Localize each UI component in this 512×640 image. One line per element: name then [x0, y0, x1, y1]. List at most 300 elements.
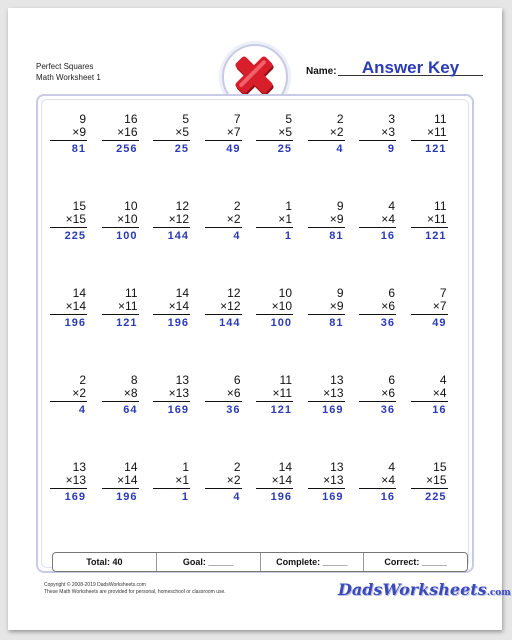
multiplier-row — [202, 474, 242, 487]
times-sign: × — [329, 299, 337, 313]
times-sign: × — [118, 299, 126, 313]
multiplicand: 11 — [434, 112, 447, 126]
times-sign: × — [323, 473, 331, 487]
problem-36 — [202, 461, 242, 548]
multiplicand: 11 — [434, 199, 447, 213]
problem-19 — [150, 287, 190, 374]
multiplier-row — [150, 126, 190, 139]
times-sign: × — [271, 473, 279, 487]
multiplier-row — [202, 387, 242, 400]
multiplier-row — [253, 387, 293, 400]
multiplier-row — [150, 474, 190, 487]
times-sign: × — [168, 386, 176, 400]
multiplier: 7 — [233, 125, 241, 139]
multiplicand: 10 — [278, 286, 292, 300]
multiplicand: 13 — [175, 373, 189, 387]
multiplicand: 6 — [388, 286, 395, 300]
answer: 36 — [226, 404, 241, 416]
multiplier-row — [408, 126, 448, 139]
title-line-2: Math Worksheet 1 — [36, 73, 101, 82]
times-sign: × — [65, 212, 73, 226]
multiplier-row — [408, 387, 448, 400]
times-sign: × — [117, 212, 125, 226]
multiplicand: 9 — [79, 112, 86, 126]
times-sign: × — [72, 125, 80, 139]
multiplicand: 14 — [124, 460, 138, 474]
answer: 256 — [116, 143, 138, 155]
times-sign: × — [432, 386, 440, 400]
multiplier: 13 — [175, 386, 189, 400]
problem-frame — [36, 94, 474, 573]
multiplier: 6 — [388, 386, 395, 400]
multiplicand: 5 — [285, 112, 292, 126]
problem-35 — [150, 461, 190, 548]
multiplier-row — [47, 126, 87, 139]
answer-rule — [205, 140, 242, 141]
multiplier: 4 — [439, 386, 447, 400]
times-sign: × — [117, 125, 125, 139]
answer-rule — [256, 140, 293, 141]
answer-rule — [50, 401, 87, 402]
multiplier-row — [202, 213, 242, 226]
answer: 81 — [329, 317, 344, 329]
answer: 49 — [432, 317, 447, 329]
answer: 121 — [116, 317, 138, 329]
answer-rule — [359, 488, 396, 489]
problem-28 — [202, 374, 242, 461]
copyright-line-2: These Math Worksheets are provided for personal, homeschool or classroom use. — [44, 589, 226, 595]
answer-rule — [359, 140, 396, 141]
multiplier-row — [253, 126, 293, 139]
multiplier-row — [408, 300, 448, 313]
multiplicand: 12 — [175, 199, 189, 213]
answer-rule — [50, 140, 87, 141]
times-sign: × — [329, 212, 337, 226]
multiplier-row — [47, 474, 87, 487]
multiplier-row — [150, 387, 190, 400]
multiplier: 5 — [285, 125, 292, 139]
multiplicand: 14 — [72, 286, 86, 300]
worksheet-page — [8, 8, 511, 630]
problem-39 — [356, 461, 396, 548]
multiplicand: 1 — [285, 199, 292, 213]
answer-rule — [50, 314, 87, 315]
problem-25 — [47, 374, 87, 461]
multiplicand: 9 — [336, 286, 344, 300]
multiplicand: 6 — [233, 373, 241, 387]
title-line-1: Perfect Squares — [36, 62, 94, 71]
problem-5 — [253, 113, 293, 200]
times-sign: × — [175, 125, 183, 139]
answer-rule — [308, 488, 345, 489]
answer: 36 — [380, 317, 395, 329]
multiplier: 8 — [130, 386, 138, 400]
answer: 4 — [78, 404, 86, 416]
problem-38 — [305, 461, 345, 548]
problem-40 — [408, 461, 448, 548]
problem-18 — [99, 287, 139, 374]
multiplicand: 5 — [182, 112, 189, 126]
multiplier-row — [356, 126, 396, 139]
multiplicand: 11 — [279, 373, 292, 387]
problem-12 — [202, 200, 242, 287]
multiplier: 9 — [336, 212, 344, 226]
answer: 36 — [380, 404, 395, 416]
problem-10 — [99, 200, 139, 287]
multiplier-row — [47, 213, 87, 226]
multiplicand: 1 — [182, 460, 189, 474]
answer-rule — [308, 401, 345, 402]
multiplicand: 8 — [130, 373, 138, 387]
problem-13 — [253, 200, 293, 287]
answer: 196 — [270, 491, 292, 503]
times-sign: × — [117, 473, 125, 487]
multiplicand: 2 — [233, 460, 241, 474]
answer: 100 — [270, 317, 292, 329]
answer-rule — [102, 488, 139, 489]
multiplier: 6 — [388, 299, 395, 313]
problem-16 — [408, 200, 448, 287]
answer: 144 — [167, 230, 189, 242]
multiplier-row — [356, 300, 396, 313]
multiplicand: 14 — [278, 460, 292, 474]
answer-rule — [359, 227, 396, 228]
multiplicand: 7 — [439, 286, 447, 300]
problem-31 — [356, 374, 396, 461]
multiplier: 13 — [330, 386, 344, 400]
times-sign: × — [72, 386, 80, 400]
multiplier: 10 — [278, 299, 292, 313]
answer-rule — [256, 314, 293, 315]
problem-6 — [305, 113, 345, 200]
multiplicand: 6 — [388, 373, 395, 387]
multiplier-row — [305, 300, 345, 313]
multiplicand: 13 — [330, 460, 344, 474]
multiplicand: 2 — [336, 112, 344, 126]
answer-rule — [411, 401, 448, 402]
multiplier: 4 — [388, 473, 395, 487]
multiplier: 13 — [330, 473, 344, 487]
multiplier: 11 — [434, 125, 447, 139]
answer: 16 — [380, 491, 395, 503]
answer-rule — [102, 227, 139, 228]
answer: 81 — [329, 230, 344, 242]
answer-rule — [205, 227, 242, 228]
times-sign: × — [168, 212, 176, 226]
copyright-line-1: Copyright © 2008-2019 DadsWorksheets.com — [44, 582, 146, 588]
problem-11 — [150, 200, 190, 287]
multiplicand: 13 — [330, 373, 344, 387]
multiplier-row — [305, 213, 345, 226]
multiplicand: 2 — [233, 199, 241, 213]
answer: 4 — [336, 143, 344, 155]
complete-cell: Complete: _____ — [261, 553, 365, 571]
brand-name: DadsWorksheets — [338, 580, 487, 599]
multiplier-row — [202, 126, 242, 139]
answer: 196 — [116, 491, 138, 503]
problem-8 — [408, 113, 448, 200]
multiplier-row — [99, 474, 139, 487]
multiplier-row — [150, 213, 190, 226]
multiplier: 1 — [285, 212, 292, 226]
problem-37 — [253, 461, 293, 548]
answer: 64 — [123, 404, 138, 416]
multiplicand: 10 — [124, 199, 138, 213]
answer: 100 — [116, 230, 138, 242]
name-field — [338, 58, 483, 76]
multiplier: 15 — [72, 212, 86, 226]
problem-9 — [47, 200, 87, 287]
multiplier: 14 — [278, 473, 292, 487]
answer: 1 — [284, 230, 292, 242]
answer: 121 — [270, 404, 292, 416]
multiplier: 5 — [182, 125, 189, 139]
multiplicand: 4 — [388, 199, 395, 213]
multiplier: 12 — [175, 212, 189, 226]
name-label: Name: — [306, 66, 337, 77]
problem-15 — [356, 200, 396, 287]
multiplier-row — [47, 387, 87, 400]
answer-rule — [308, 227, 345, 228]
problem-29 — [253, 374, 293, 461]
answer: 196 — [167, 317, 189, 329]
multiplier: 11 — [279, 386, 292, 400]
multiplicand: 7 — [233, 112, 241, 126]
answer: 25 — [174, 143, 189, 155]
problem-33 — [47, 461, 87, 548]
times-sign: × — [220, 299, 228, 313]
times-sign: × — [426, 473, 434, 487]
multiplier-row — [356, 474, 396, 487]
multiplier-row — [253, 213, 293, 226]
problem-24 — [408, 287, 448, 374]
multiplicand: 4 — [388, 460, 395, 474]
answer: 144 — [219, 317, 241, 329]
multiplier-row — [305, 387, 345, 400]
times-sign: × — [278, 212, 286, 226]
times-sign: × — [329, 125, 337, 139]
answer-rule — [102, 140, 139, 141]
multiplier: 9 — [336, 299, 344, 313]
answer: 225 — [425, 491, 447, 503]
answer-rule — [411, 140, 448, 141]
times-sign: × — [65, 473, 73, 487]
times-sign: × — [381, 386, 389, 400]
answer-rule — [50, 227, 87, 228]
multiplier: 9 — [79, 125, 86, 139]
brand-logo — [338, 580, 511, 599]
multiplier: 3 — [388, 125, 395, 139]
multiplier-row — [99, 300, 139, 313]
answer-rule — [205, 314, 242, 315]
multiplier-row — [253, 300, 293, 313]
problem-27 — [150, 374, 190, 461]
multiplicand: 9 — [336, 199, 344, 213]
problem-20 — [202, 287, 242, 374]
answer-rule — [153, 488, 190, 489]
answer: 121 — [425, 143, 447, 155]
multiplier: 13 — [72, 473, 86, 487]
problem-32 — [408, 374, 448, 461]
problem-30 — [305, 374, 345, 461]
problem-14 — [305, 200, 345, 287]
answer-rule — [359, 314, 396, 315]
multiplier: 14 — [124, 473, 138, 487]
answer: 16 — [380, 230, 395, 242]
multiplicand: 14 — [175, 286, 189, 300]
answer-key-text: Answer Key — [361, 58, 460, 77]
multiplicand: 16 — [124, 112, 138, 126]
multiplicand: 4 — [439, 373, 447, 387]
multiplier-row — [356, 213, 396, 226]
multiplier: 4 — [388, 212, 395, 226]
answer-rule — [308, 314, 345, 315]
answer-rule — [411, 488, 448, 489]
copyright-notice — [44, 582, 226, 596]
answer-rule — [153, 401, 190, 402]
answer-rule — [205, 401, 242, 402]
answer-rule — [50, 488, 87, 489]
answer-rule — [102, 314, 139, 315]
times-sign: × — [168, 299, 176, 313]
answer-rule — [359, 401, 396, 402]
correct-cell: Correct: _____ — [384, 557, 447, 567]
answer: 25 — [277, 143, 292, 155]
multiplicand: 11 — [125, 286, 138, 300]
multiplier-row — [99, 387, 139, 400]
brand-suffix: .com — [486, 588, 511, 598]
answer-rule — [308, 140, 345, 141]
answer: 169 — [322, 404, 344, 416]
multiplier-row — [408, 213, 448, 226]
answer-rule — [153, 314, 190, 315]
answer: 121 — [425, 230, 447, 242]
multiplier: 14 — [72, 299, 86, 313]
times-sign: × — [381, 212, 389, 226]
problem-1 — [47, 113, 87, 200]
problem-34 — [99, 461, 139, 548]
multiplicand: 15 — [72, 199, 86, 213]
multiplicand: 12 — [227, 286, 241, 300]
multiplier-row — [47, 300, 87, 313]
multiplicand: 2 — [79, 373, 86, 387]
multiplier: 15 — [433, 473, 447, 487]
answer-rule — [102, 401, 139, 402]
multiplier: 12 — [227, 299, 241, 313]
times-sign: × — [323, 386, 331, 400]
total-cell: Total: 40 — [53, 553, 157, 571]
times-sign: × — [271, 299, 279, 313]
answer: 49 — [226, 143, 241, 155]
answer-rule — [153, 140, 190, 141]
answer: 9 — [387, 143, 395, 155]
multiplier: 11 — [125, 299, 138, 313]
multiplier: 2 — [233, 473, 241, 487]
answer: 169 — [322, 491, 344, 503]
multiplier-row — [305, 474, 345, 487]
answer-rule — [256, 227, 293, 228]
answer: 4 — [233, 491, 241, 503]
answer: 4 — [233, 230, 241, 242]
answer-rule — [153, 227, 190, 228]
answer-rule — [411, 227, 448, 228]
multiplicand: 15 — [433, 460, 447, 474]
multiplier: 10 — [124, 212, 138, 226]
multiplier-row — [99, 126, 139, 139]
problem-grid — [42, 113, 468, 548]
times-sign: × — [65, 299, 73, 313]
answer-rule — [256, 488, 293, 489]
times-sign: × — [226, 473, 234, 487]
multiplier: 16 — [124, 125, 138, 139]
times-sign: × — [381, 125, 389, 139]
problem-26 — [99, 374, 139, 461]
problem-21 — [253, 287, 293, 374]
multiplier-row — [150, 300, 190, 313]
multiplier-row — [202, 300, 242, 313]
times-sign: × — [175, 473, 183, 487]
goal-cell: Goal: _____ — [157, 553, 261, 571]
multiplier: 1 — [182, 473, 189, 487]
answer-rule — [205, 488, 242, 489]
multiplier: 14 — [175, 299, 189, 313]
answer: 81 — [71, 143, 86, 155]
times-sign: × — [381, 473, 389, 487]
times-sign: × — [427, 125, 435, 139]
multiplier: 2 — [336, 125, 344, 139]
multiplier: 7 — [439, 299, 447, 313]
answer: 16 — [432, 404, 447, 416]
multiplicand: 13 — [72, 460, 86, 474]
problem-23 — [356, 287, 396, 374]
answer: 225 — [64, 230, 86, 242]
problem-7 — [356, 113, 396, 200]
times-sign: × — [272, 386, 280, 400]
score-bar — [52, 552, 468, 572]
problem-17 — [47, 287, 87, 374]
multiplier-row — [356, 387, 396, 400]
multiplier: 11 — [434, 212, 447, 226]
multiplier-row — [305, 126, 345, 139]
multiplier: 2 — [79, 386, 86, 400]
multiplier-row — [99, 213, 139, 226]
times-sign: × — [226, 125, 234, 139]
answer-rule — [256, 401, 293, 402]
answer: 169 — [64, 491, 86, 503]
answer: 196 — [64, 317, 86, 329]
multiplier: 6 — [233, 386, 241, 400]
answer-rule — [411, 314, 448, 315]
answer: 169 — [167, 404, 189, 416]
times-sign: × — [123, 386, 131, 400]
times-sign: × — [278, 125, 286, 139]
problem-4 — [202, 113, 242, 200]
multiplier-row — [408, 474, 448, 487]
times-sign: × — [226, 386, 234, 400]
multiplicand: 3 — [388, 112, 395, 126]
times-sign: × — [226, 212, 234, 226]
times-sign: × — [432, 299, 440, 313]
multiplier: 2 — [233, 212, 241, 226]
answer: 1 — [181, 491, 189, 503]
problem-3 — [150, 113, 190, 200]
times-sign: × — [427, 212, 435, 226]
times-sign: × — [381, 299, 389, 313]
worksheet-title — [36, 61, 101, 83]
problem-2 — [99, 113, 139, 200]
multiplier-row — [253, 474, 293, 487]
problem-22 — [305, 287, 345, 374]
